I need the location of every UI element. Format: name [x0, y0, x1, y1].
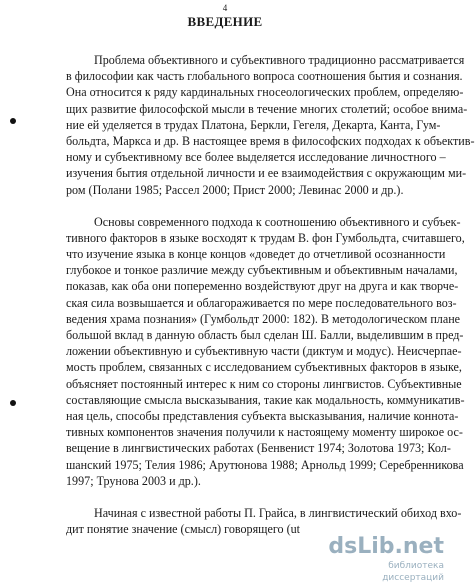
text-line: тивного факторов в языке восходят к трудам В. фон Гумбольдта, считавшего,	[66, 230, 465, 245]
text-line: объясняет постоянный интерес к ним со стороны лингвистов. Субъективные	[66, 376, 462, 391]
page-heading: ВВЕДЕНИЕ	[187, 14, 263, 29]
text-line: ром (Полани 1985; Рассел 2000; Прист 2000; Левинас 2000 и др.).	[66, 182, 404, 197]
text-line: ная цель, способы представления субъекта высказывания, наличие коннота-	[66, 408, 459, 423]
text-line: показав, как оба они попеременно воздействуют друг на друга и как творче-	[66, 279, 459, 294]
binding-hole-mark	[10, 118, 16, 124]
binding-hole-mark	[10, 400, 16, 406]
page-number: 4	[222, 3, 228, 13]
text-line: Она относится к ряду кардинальных гносеологических проблем, определяю-	[66, 85, 464, 100]
text-line: дит понятие значение (смысл) говорящего (ut	[66, 522, 301, 537]
text-line: изучения бытия отдельной личности и ее взаимодействия с окружающим ми-	[66, 166, 467, 181]
text-line: Основы современного подхода к соотношению объективного и субъек-	[94, 214, 461, 229]
text-line: ному и субъективному все более выделяется исследование личностного –	[66, 150, 446, 165]
watermark-logo: dsLib.net	[328, 534, 444, 559]
watermark	[326, 534, 444, 583]
text-line: большой вклад в данную область был сделан Ш. Балли, выделившим в пред-	[66, 328, 464, 342]
text-line: щих развитие философской мысли в течение многих столетий; особое внима-	[66, 101, 468, 116]
text-line: что изучение языка в конце концов «доведет до отчетливой осознанности	[66, 247, 446, 262]
text-line: глубокое и тонкое различие между субъективным и объективным началами,	[66, 263, 458, 278]
text-line: тивных компонентов значения получили к настоящему моменту широкое ос-	[66, 425, 463, 440]
text-line: в философии как часть глобального вопроса соотношения бытия и сознания.	[66, 69, 463, 84]
body-text	[66, 52, 475, 537]
text-line: 1997; Трунова 2003 и др.).	[66, 473, 201, 488]
text-line: Начиная с известной работы П. Грайса, в лингвистический обиход вхо-	[94, 505, 462, 520]
watermark-subtitle: библиотека диссертаций	[382, 561, 444, 583]
text-line: ведения храма познания» (Гумбольдт 2000: 182). В методологическом плане	[66, 311, 461, 326]
text-line: ская сила возвышается и облагораживается по мере последовательного воз-	[66, 295, 457, 310]
text-line: ложении объективную и субъективную части (диктум и модус). Неисчерпае-	[66, 344, 462, 359]
text-line: больдта, Маркса и др. В настоящее время в философских подходах к объектив-	[66, 133, 475, 148]
text-line: составляющие смысла высказывания, такие как модальность, коммуникатив-	[66, 392, 465, 407]
text-line: мость проблем, связанных с исследованием субъективных факторов в языке,	[66, 360, 462, 375]
text-line: ние ей уделяется в трудах Платона, Беркли, Гегеля, Декарта, Канта, Гум-	[66, 117, 441, 132]
text-line: шанский 1975; Телия 1986; Арутюнова 1988; Арнольд 1999; Серебренникова	[66, 457, 464, 472]
text-line: Проблема объективного и субъективного традиционно рассматривается	[94, 53, 465, 67]
text-line: вещение в лингвистических работах (Бенвенист 1974; Золотова 1973; Кол-	[66, 441, 451, 456]
